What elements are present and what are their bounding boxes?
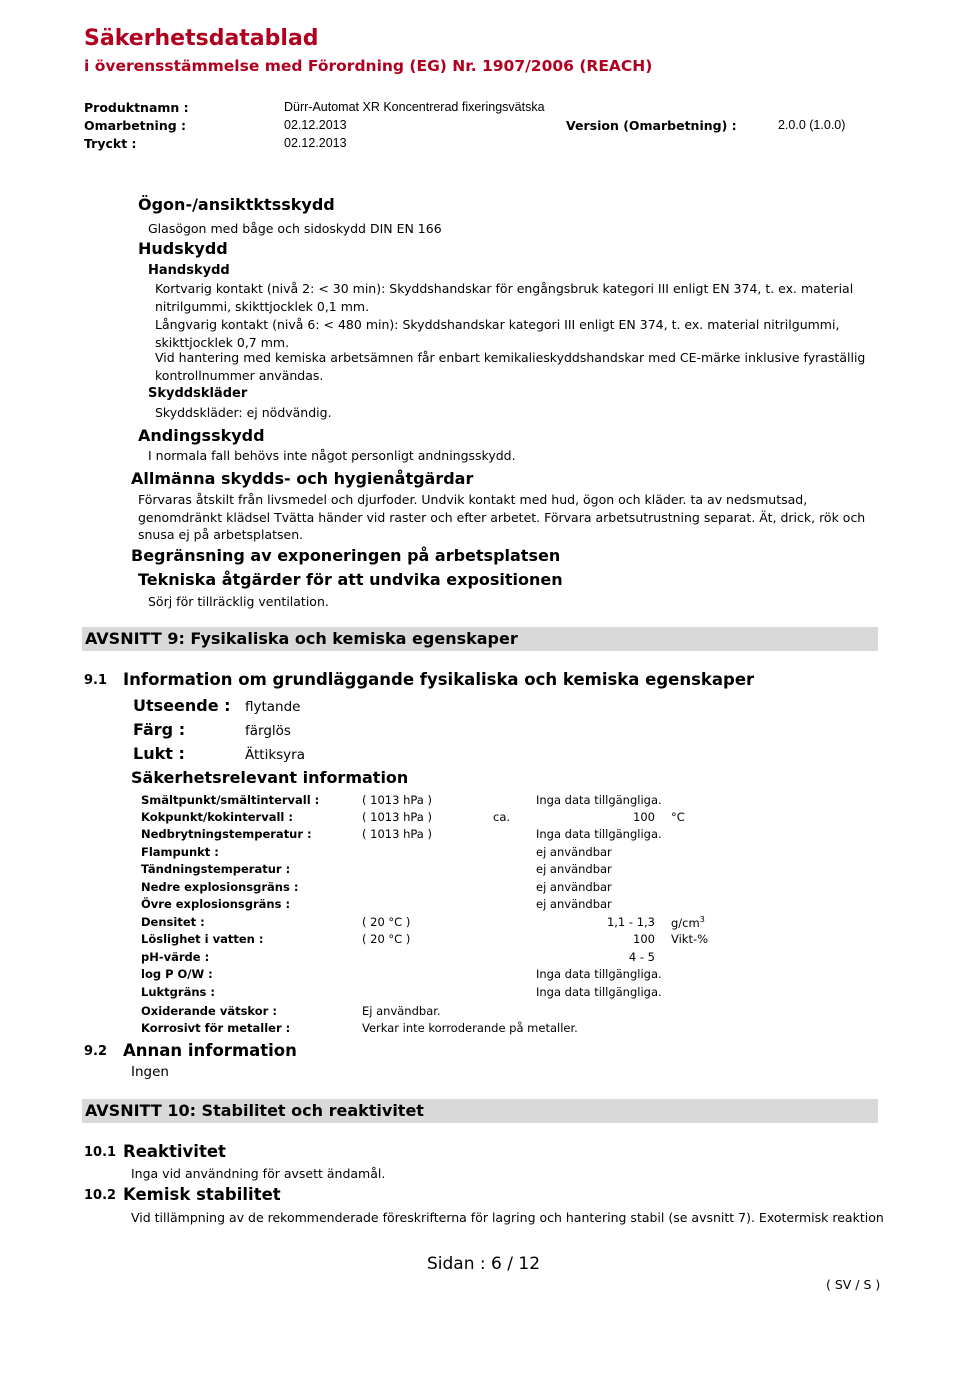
section10-2-number: 10.2 [84, 1188, 117, 1203]
section10-1-number: 10.1 [84, 1145, 117, 1160]
property-label: Densitet : [141, 915, 205, 929]
property-condition: ( 20 °C ) [362, 932, 411, 946]
property-unit: $g/cm^3$ [671, 915, 705, 930]
property-qualifier: ca. [493, 810, 511, 824]
section10-1-title: Reaktivitet [123, 1142, 226, 1161]
section9-2-title: Annan information [123, 1041, 297, 1060]
property-label: log P O/W : [141, 967, 213, 981]
section10-2-text: Vid tillämpning av de rekommenderade föreskrifterna för lagring och hantering stabil (se avsnitt 7). Exotermisk reaktion [131, 1210, 884, 1225]
section9-title: AVSNITT 9: Fysikaliska och kemiska egenskaper [85, 629, 518, 648]
appearance-label: Utseende : [133, 696, 231, 715]
color-label: Färg : [133, 720, 186, 739]
version-label: Version (Omarbetning) : [566, 118, 737, 133]
technical-measures-text: Sörj för tillräcklig ventilation. [148, 594, 329, 609]
property-value: Inga data tillgängliga. [536, 793, 662, 807]
hand-protection-short-term: Kortvarig kontakt (nivå 2: < 30 min): Skyddshandskar för engångsbruk kategori III enligt EN 374, t. ex. material nitrilgummi, skikttjocklek 0,1 mm. [155, 281, 854, 314]
exposure-heading: Begränsning av exponeringen på arbetsplatsen [131, 546, 561, 565]
property-unit: °C [671, 810, 685, 824]
section9-1-number: 9.1 [84, 673, 108, 688]
respiratory-text: I normala fall behövs inte något personligt andningsskydd. [148, 448, 516, 463]
skin-protection-heading: Hudskydd [138, 239, 228, 258]
property-value: ej användbar [536, 897, 612, 911]
property-label: Övre explosionsgräns : [141, 897, 291, 911]
odor-value: Ättiksyra [245, 747, 305, 763]
section9-2-number: 9.2 [84, 1044, 108, 1059]
hand-protection-long-term: Långvarig kontakt (nivå 6: < 480 min): Skyddshandskar kategori III enligt EN 374, t. ex. material nitrilgummi, skikttjocklek 0,7 mm. [155, 317, 840, 350]
oxidizing-value: Ej användbar. [362, 1004, 441, 1018]
document-subtitle: i överensstämmelse med Förordning (EG) Nr. 1907/2006 (REACH) [84, 57, 653, 75]
product-label: Produktnamn : [84, 100, 189, 115]
respiratory-heading: Andingsskydd [138, 426, 265, 445]
property-value: ej användbar [536, 845, 612, 859]
property-label: Kokpunkt/kokintervall : [141, 810, 293, 824]
section10-1-text: Inga vid användning för avsett ändamål. [131, 1166, 386, 1181]
oxidizing-label: Oxiderande vätskor : [141, 1004, 277, 1018]
printed-value: 02.12.2013 [284, 136, 347, 150]
property-condition: ( 20 °C ) [362, 915, 411, 929]
language-code: ( SV / S ) [826, 1277, 881, 1292]
safety-info-heading: Säkerhetsrelevant information [131, 768, 409, 787]
property-label: Nedre explosionsgräns : [141, 880, 299, 894]
odor-label: Lukt : [133, 744, 185, 763]
property-value: 100 [633, 932, 655, 946]
page-number: Sidan : 6 / 12 [427, 1254, 541, 1274]
clothing-text: Skyddskläder: ej nödvändig. [155, 405, 332, 420]
corrosive-value: Verkar inte korroderande på metaller. [362, 1021, 578, 1035]
product-value: Dürr-Automat XR Koncentrerad fixeringsvätska [284, 100, 545, 114]
clothing-heading: Skyddskläder [148, 386, 248, 401]
property-value: Inga data tillgängliga. [536, 985, 662, 999]
printed-label: Tryckt : [84, 136, 137, 151]
eye-protection-heading: Ögon-/ansiktktsskydd [138, 195, 335, 214]
hand-protection-ce-note: Vid hantering med kemiska arbetsämnen får enbart kemikalieskyddshandskar med CE-märke inklusive fyraställig kontrollnummer användas. [155, 350, 866, 383]
revision-value: 02.12.2013 [284, 118, 347, 132]
property-value: ej användbar [536, 862, 612, 876]
document-title: Säkerhetsdatablad [84, 26, 319, 51]
property-label: Löslighet i vatten : [141, 932, 264, 946]
property-value: ej användbar [536, 880, 612, 894]
technical-measures-heading: Tekniska åtgärder för att undvika expositionen [138, 570, 563, 589]
section9-1-title: Information om grundläggande fysikaliska och kemiska egenskaper [123, 670, 755, 689]
property-condition: ( 1013 hPa ) [362, 793, 432, 807]
eye-protection-text: Glasögon med båge och sidoskydd DIN EN 166 [148, 221, 442, 236]
hand-protection-heading: Handskydd [148, 263, 230, 278]
section10-title: AVSNITT 10: Stabilitet och reaktivitet [85, 1101, 424, 1120]
property-label: pH-värde : [141, 950, 210, 964]
property-value: 1,1 - 1,3 [606, 915, 655, 929]
color-value: färglös [245, 723, 291, 739]
property-value: Inga data tillgängliga. [536, 827, 662, 841]
section10-2-title: Kemisk stabilitet [123, 1185, 281, 1204]
corrosive-label: Korrosivt för metaller : [141, 1021, 291, 1035]
density-unit-superscript: 3 [699, 915, 705, 924]
property-condition: ( 1013 hPa ) [362, 827, 432, 841]
property-value: Inga data tillgängliga. [536, 967, 662, 981]
appearance-value: flytande [245, 699, 301, 715]
version-value: 2.0.0 (1.0.0) [778, 118, 846, 132]
general-hygiene-heading: Allmänna skydds- och hygienåtgärdar [131, 469, 474, 488]
section9-2-text: Ingen [131, 1064, 169, 1080]
property-unit: Vikt-% [671, 932, 709, 946]
property-value: 100 [633, 810, 655, 824]
property-label: Nedbrytningstemperatur : [141, 827, 312, 841]
revision-label: Omarbetning : [84, 118, 187, 133]
property-label: Flampunkt : [141, 845, 219, 859]
property-value: 4 - 5 [628, 950, 655, 964]
property-label: Smältpunkt/smältintervall : [141, 793, 320, 807]
property-label: Tändningstemperatur : [141, 862, 291, 876]
general-hygiene-text: Förvaras åtskilt från livsmedel och djurfoder. Undvik kontakt med hud, ögon och kläder. ta av nedsmutsad, genomdränkt klädsel Tvätta händer vid raster och efter arbetet. Förvara arbetsutrustning separat. Ät, drick, rök och snusa ej på arbetsplatsen. [138, 492, 866, 542]
property-condition: ( 1013 hPa ) [362, 810, 432, 824]
property-label: Luktgräns : [141, 985, 215, 999]
